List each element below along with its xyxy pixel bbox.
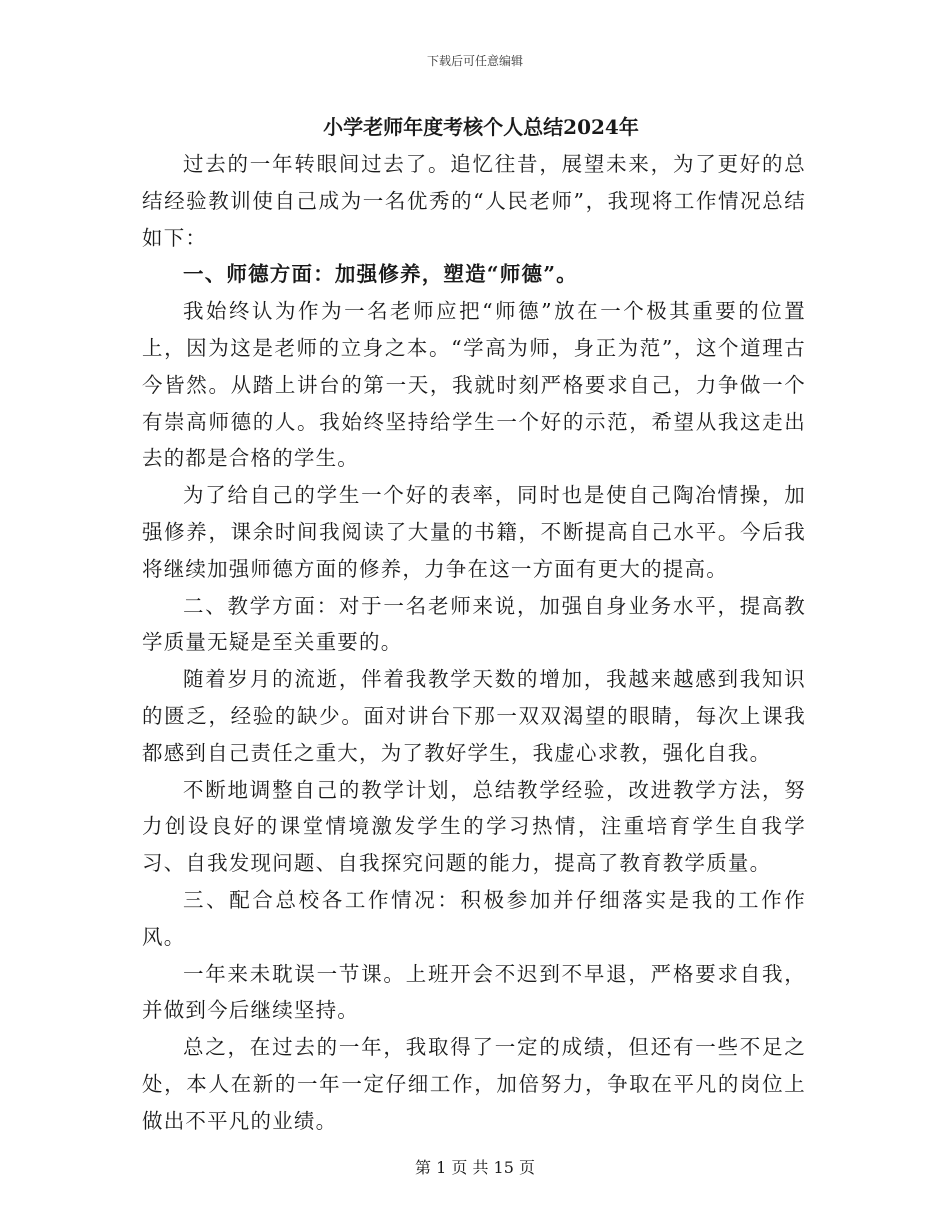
paragraph-cooperation-1: 一年来未耽误一节课。上班开会不迟到不早退，严格要求自我，并做到今后继续坚持。 [142, 961, 806, 1023]
page-number: 第 1 页 共 15 页 [415, 1158, 535, 1177]
document-title: 小学老师年度考核个人总结2024年 [323, 115, 639, 139]
paragraph-cooperation-heading: 三、配合总校各工作情况：积极参加并仔细落实是我的工作作风。 [142, 887, 806, 949]
paragraph-teaching-1: 随着岁月的流逝，伴着我教学天数的增加，我越来越感到我知识的匮乏，经验的缺少。面对讲台下那一双双渴望的眼睛，每次上课我都感到自己责任之重大，为了教好学生，我虚心求教，强化自我。 [142, 667, 806, 765]
paragraph-intro: 过去的一年转眼间过去了。追忆往昔，展望未来，为了更好的总结经验教训使自己成为一名优秀的“人民老师”，我现将工作情况总结如下： [142, 152, 806, 250]
paragraph-teaching-heading: 二、教学方面：对于一名老师来说，加强自身业务水平，提高教学质量无疑是至关重要的。 [142, 593, 806, 655]
paragraph-ethics-2: 为了给自己的学生一个好的表率，同时也是使自己陶冶情操，加强修养，课余时间我阅读了大量的书籍，不断提高自己水平。今后我将继续加强师德方面的修养，力争在这一方面有更大的提高。 [142, 483, 806, 581]
paragraph-conclusion: 总之，在过去的一年，我取得了一定的成绩，但还有一些不足之处，本人在新的一年一定仔细工作，加倍努力，争取在平凡的岗位上做出不平凡的业绩。 [142, 1035, 806, 1133]
paragraph-ethics-1: 我始终认为作为一名老师应把“师德”放在一个极其重要的位置上，因为这是老师的立身之本。“学高为师，身正为范”，这个道理古今皆然。从踏上讲台的第一天，我就时刻严格要求自己，力争做一个有崇高师德的人。我始终坚持给学生一个好的示范，希望从我这走出去的都是合格的学生。 [142, 299, 806, 471]
document-body [142, 146, 806, 1140]
section-heading-ethics: 一、师德方面：加强修养，塑造“师德”。 [183, 262, 578, 287]
paragraph-teaching-2: 不断地调整自己的教学计划，总结教学经验，改进教学方法，努力创设良好的课堂情境激发学生的学习热情，注重培育学生自我学习、自我发现问题、自我探究问题的能力，提高了教育教学质量。 [142, 777, 806, 876]
header-note: 下载后可任意编辑 [426, 54, 523, 68]
